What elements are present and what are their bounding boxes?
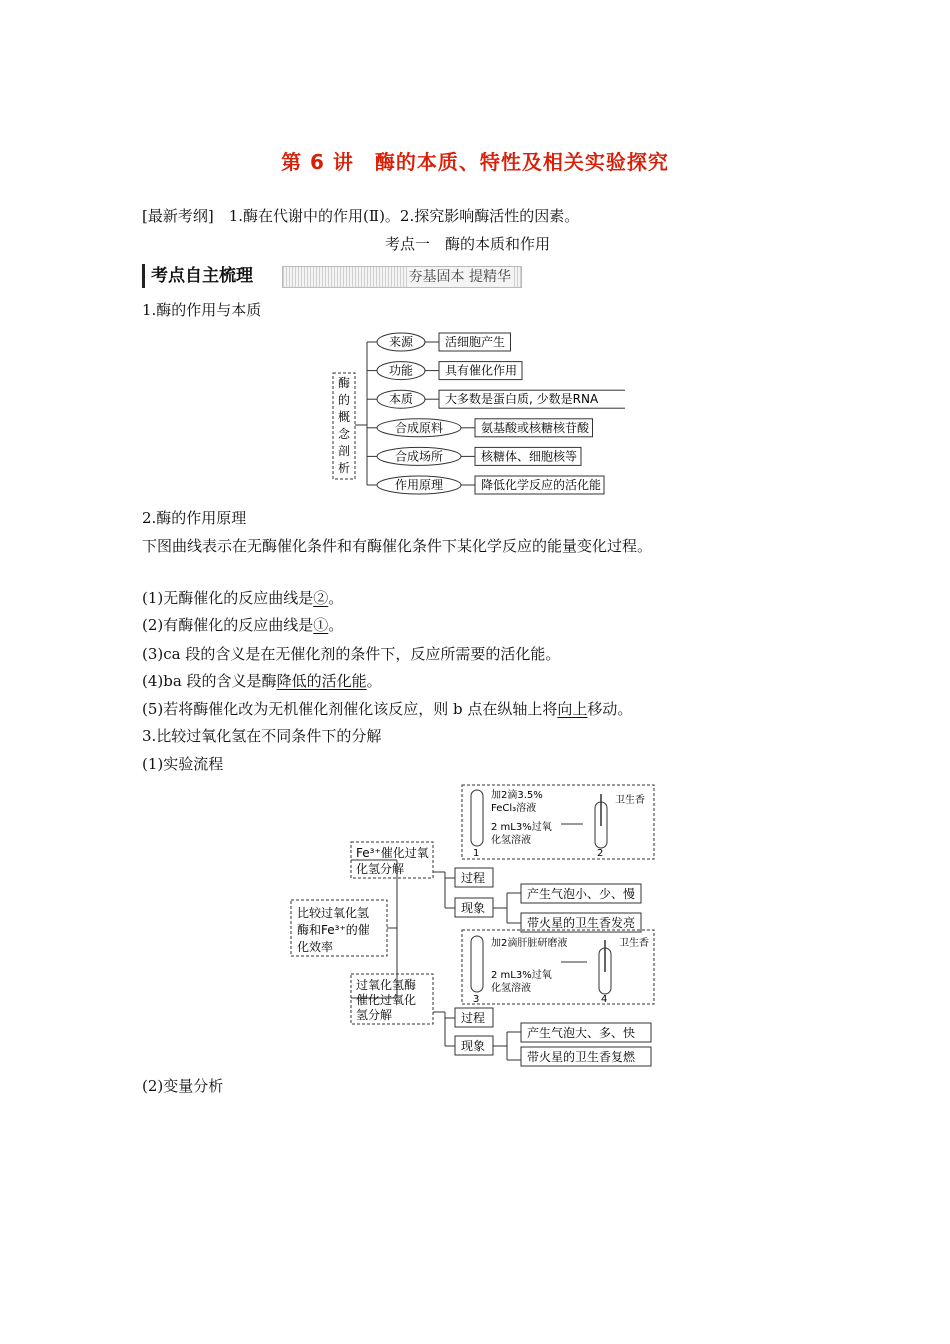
banner-tag: 考点自主梳理 <box>142 264 253 288</box>
branch1-process-label: 过程 <box>461 871 486 885</box>
tube1-add-1: 加2滴3.5% <box>491 790 543 801</box>
branch2-phenomenon-label: 现象 <box>461 1039 486 1053</box>
tube-num-3: 3 <box>473 994 480 1005</box>
concept-label-4: 合成原料 <box>394 420 444 435</box>
branch2-line-3: 氢分解 <box>356 1008 393 1022</box>
page-title: 第 6 讲 酶的本质、特性及相关实验探究 <box>281 150 669 174</box>
q4: (4)ba 段的含义是酶降低的活化能。 <box>142 672 382 690</box>
q1: (1)无酶催化的反应曲线是②。 <box>142 589 344 607</box>
s1-heading: 1.酶的作用与本质 <box>142 301 262 319</box>
b1-obs2-label: 带火星的卫生香发亮 <box>527 916 636 930</box>
s3-sub2: (2)变量分析 <box>142 1077 224 1095</box>
tube-num-2: 2 <box>597 848 604 859</box>
root-line-3: 化效率 <box>297 940 334 954</box>
banner-motto: 夯基固本 提精华 <box>408 269 511 285</box>
tube3-h2o2-2: 化氢溶液 <box>491 983 531 994</box>
tube1-h2o2-2: 化氢溶液 <box>491 835 531 846</box>
tube3-add: 加2滴肝脏研磨液 <box>491 938 568 949</box>
root-char-5: 剖 <box>337 444 351 458</box>
exam-outline: [最新考纲] 1.酶在代谢中的作用(Ⅱ)。2.探究影响酶活性的因素。 <box>142 207 580 225</box>
branch2-line-1: 过氧化氢酶 <box>356 978 417 992</box>
root-char-1: 酶 <box>337 376 351 390</box>
s2-heading: 2.酶的作用原理 <box>142 509 247 527</box>
q2-answer: ① <box>313 616 329 634</box>
q1-answer: ② <box>313 589 329 607</box>
b1-obs1-label: 产生气泡小、少、慢 <box>527 887 636 901</box>
concept-value-1: 活细胞产生 <box>445 335 506 349</box>
tube-num-1: 1 <box>473 848 480 859</box>
b2-obs2-label: 带火星的卫生香复燃 <box>527 1050 636 1064</box>
q2: (2)有酶催化的反应曲线是①。 <box>142 616 344 634</box>
experiment-flow-diagram <box>285 780 665 1070</box>
q5-answer: 向上 <box>557 700 588 718</box>
incense-label-1: 卫生香 <box>615 795 645 806</box>
root-char-4: 念 <box>337 427 351 441</box>
enzyme-concept-diagram <box>325 325 625 500</box>
concept-value-2: 具有催化作用 <box>445 363 518 378</box>
q5: (5)若将酶催化改为无机催化剂催化该反应，则 b 点在纵轴上将向上移动。 <box>142 700 633 718</box>
concept-label-5: 合成场所 <box>394 449 444 464</box>
concept-label-3: 本质 <box>388 392 414 407</box>
concept-value-6: 降低化学反应的活化能 <box>481 478 602 492</box>
q4-answer: 降低的活化能 <box>276 672 367 690</box>
section-banner <box>142 264 522 288</box>
tube1-h2o2-1: 2 mL3%过氧 <box>491 822 552 833</box>
root-char-3: 概 <box>337 410 351 424</box>
branch1-phenomenon-label: 现象 <box>461 901 486 915</box>
q3: (3)ca 段的含义是在无催化剂的条件下，反应所需要的活化能。 <box>142 645 561 663</box>
concept-value-4: 氨基酸或核糖核苷酸 <box>481 420 590 435</box>
branch2-process-label: 过程 <box>461 1011 486 1025</box>
section-heading: 考点一 酶的本质和作用 <box>385 235 551 253</box>
tube-3 <box>471 936 483 992</box>
tube3-h2o2-1: 2 mL3%过氧 <box>491 970 552 981</box>
incense-label-2: 卫生香 <box>619 938 649 949</box>
root-char-6: 析 <box>337 461 351 475</box>
concept-value-3: 大多数是蛋白质, 少数是RNA <box>445 392 599 407</box>
branch2-line-2: 催化过氧化 <box>356 993 417 1007</box>
b2-obs1-label: 产生气泡大、多、快 <box>527 1026 636 1040</box>
branch1-line-2: 化氢分解 <box>356 862 405 876</box>
root-line-2: 酶和Fe³⁺的催 <box>297 923 370 937</box>
tube-num-4: 4 <box>601 994 608 1005</box>
concept-label-1: 来源 <box>388 335 414 349</box>
root-char-2: 的 <box>337 393 351 407</box>
tube1-add-2: FeCl₃溶液 <box>491 803 537 814</box>
concept-value-5: 核糖体、细胞核等 <box>481 449 578 464</box>
s2-desc: 下图曲线表示在无酶催化条件和有酶催化条件下某化学反应的能量变化过程。 <box>142 537 653 555</box>
branch1-line-1: Fe³⁺催化过氧 <box>356 846 429 860</box>
tube-1 <box>471 790 483 846</box>
concept-label-2: 功能 <box>388 363 414 378</box>
concept-label-6: 作用原理 <box>394 478 444 492</box>
banner-bar <box>282 266 522 288</box>
root-line-1: 比较过氧化氢 <box>297 906 370 920</box>
s3-sub1: (1)实验流程 <box>142 755 224 773</box>
s3-heading: 3.比较过氧化氢在不同条件下的分解 <box>142 727 382 745</box>
